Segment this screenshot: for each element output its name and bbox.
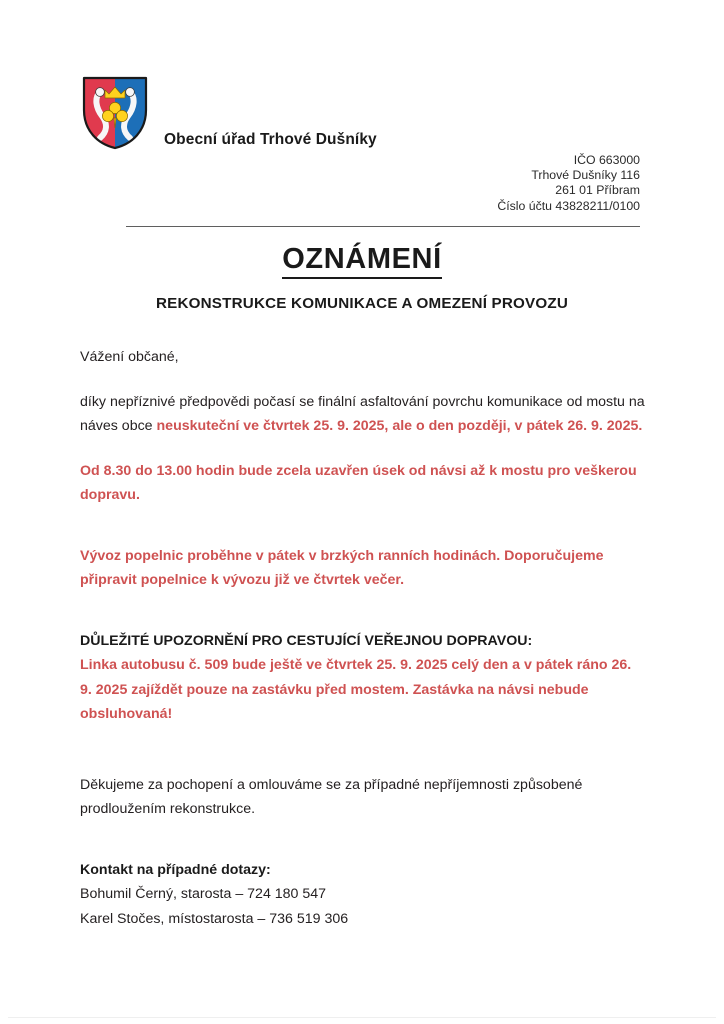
paragraph-closing: Děkujeme za pochopení a omlouváme se za případné nepříjemnosti způsobené prodloužením rekonstrukce. (80, 776, 583, 817)
coat-of-arms-icon (82, 76, 148, 150)
scan-edge-artifact (8, 1017, 716, 1018)
paragraph-asphalt-red: neuskuteční ve čtvrtek 25. 9. 2025, ale o den později, v pátek 26. 9. 2025. (156, 418, 643, 434)
contact-heading: Kontakt na případné dotazy: (80, 861, 271, 878)
paragraph-asphalt-black: díky nepříznivé předpovědi počasí se finální asfaltování povrchu komunikace od mostu na náves obce (80, 393, 645, 434)
page-title (0, 243, 724, 276)
transit-heading: DŮLEŽITÉ UPOZORNĚNÍ PRO CESTUJÍCÍ VEŘEJNOU DOPRAVOU: (80, 632, 533, 649)
address-line-street: Trhové Dušníky 116 (531, 168, 640, 183)
paragraph-asphalt (80, 390, 646, 439)
header-divider (126, 226, 640, 227)
page-subtitle: REKONSTRUKCE KOMUNIKACE A OMEZENÍ PROVOZU (155, 295, 569, 312)
office-identity (82, 76, 377, 150)
address-line-city: 261 01 Příbram (555, 183, 640, 198)
page-title-text: OZNÁMENÍ (282, 243, 441, 279)
salutation: Vážení občané, (80, 349, 179, 365)
document-body (80, 345, 646, 931)
address-line-ico: IČO 663000 (573, 153, 640, 167)
address-line-account: Číslo účtu 43828211/0100 (497, 198, 640, 213)
paragraph-closure: Od 8.30 do 13.00 hodin bude zcela uzavřen úsek od návsi až k mostu pro veškerou dopravu. (80, 462, 637, 503)
address-block (497, 153, 640, 214)
paragraph-waste-collection: Vývoz popelnic proběhne v pátek v brzkých ranních hodinách. Doporučujeme připravit popelnice k vývozu již ve čtvrtek večer. (80, 547, 604, 588)
office-name: Obecní úřad Trhové Dušníky (164, 131, 377, 148)
contact-person-deputy: Karel Stočes, místostarosta – 736 519 306 (80, 910, 349, 927)
contact-person-mayor: Bohumil Černý, starosta – 724 180 547 (80, 886, 327, 902)
paragraph-transit: Linka autobusu č. 509 bude ještě ve čtvrtek 25. 9. 2025 celý den a v pátek ráno 26. 9. 2025 zajíždět pouze na zastávku před mostem. Zastávka na návsi nebude obsluhovaná! (80, 657, 632, 722)
